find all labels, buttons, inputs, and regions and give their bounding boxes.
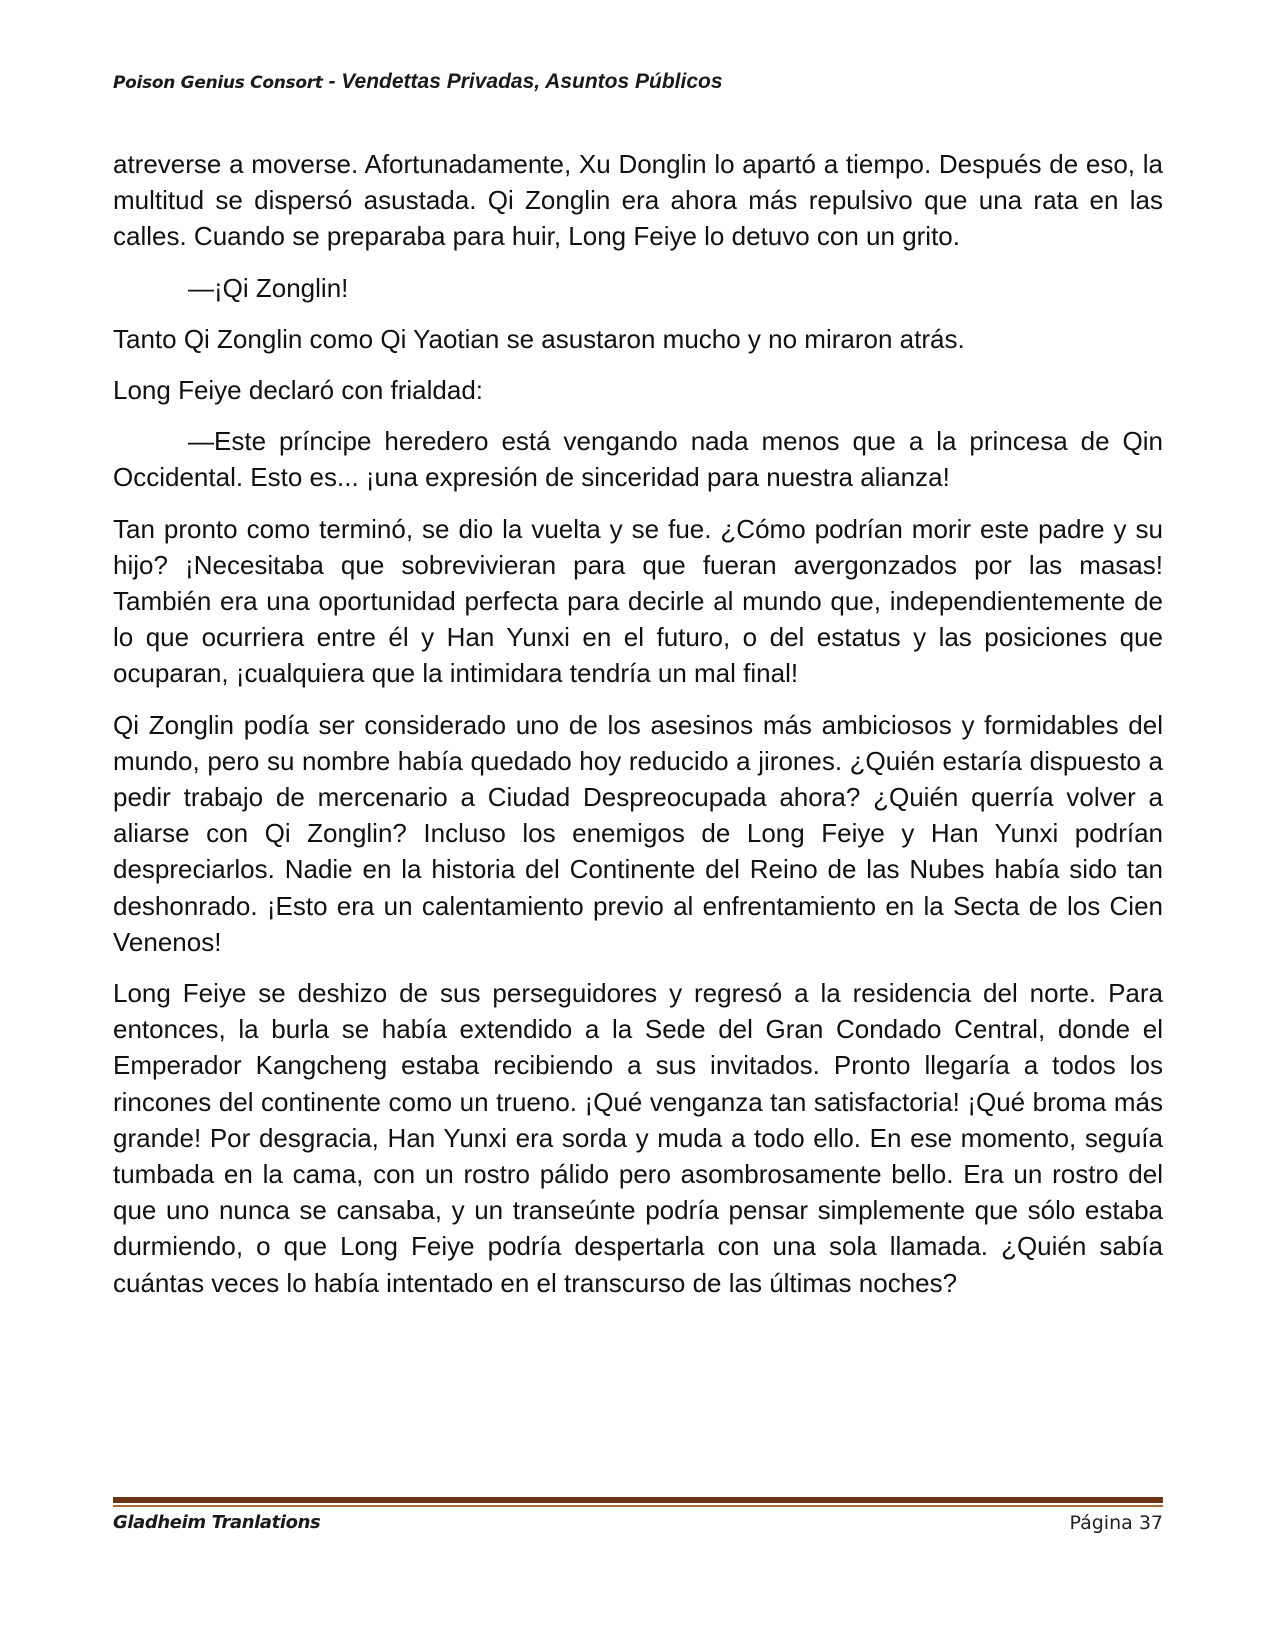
publisher-name: Gladheim Tranlations <box>113 1512 321 1533</box>
paragraph: Long Feiye se deshizo de sus perseguidores y regresó a la residencia del norte. Para entonces, la burla se había extendido a la Sede del Gran Condado Central, donde el Emperador Kangcheng estaba recibiendo a sus invitados. Pronto llegaría a todos los rincones del continente como un trueno. ¡Qué venganza tan satisfactoria! ¡Qué broma más grande! Por desgracia, Han Yunxi era sorda y muda a todo ello. En ese momento, seguía tumbada en la cama, con un rostro pálido pero asombrosamente bello. Era un rostro del que uno nunca se cansaba, y un transeúnte podría pensar simplemente que sólo estaba durmiendo, o que Long Feiye podría despertarla con una sola llamada. ¿Quién sabía cuántas veces lo había intentado en el transcurso de las últimas noches? <box>113 978 1163 1298</box>
running-header <box>113 70 723 94</box>
chapter-title: Vendettas Privadas, Asuntos Públicos <box>341 70 723 93</box>
paragraph: Tan pronto como terminó, se dio la vuelta y se fue. ¿Cómo podrían morir este padre y su hijo? ¡Necesitaba que sobrevivieran para que fueran avergonzados por las masas! También era una oportunidad perfecta para decirle al mundo que, independientemente de lo que ocurriera entre él y Han Yunxi en el futuro, o del estatus y las posiciones que ocuparan, ¡cualquiera que la intimidara tendría un mal final! <box>113 513 1163 689</box>
page-number <box>1069 1512 1163 1534</box>
paragraph: Qi Zonglin podía ser considerado uno de los asesinos más ambiciosos y formidables del mundo, pero su nombre había quedado hoy reducido a jirones. ¿Quién estaría dispuesto a pedir trabajo de mercenario a Ciudad Despreocupada ahora? ¿Quién querría volver a aliarse con Qi Zonglin? Incluso los enemigos de Long Feiye y Han Yunxi podrían despreciarlos. Nadie en la historia del Continente del Reino de las Nubes había sido tan deshonrado. ¡Esto era un calentamiento previo al enfrentamiento en la Secta de los Cien Venenos! <box>113 709 1163 957</box>
dialogue-line: —¡Qi Zonglin! <box>188 272 349 303</box>
footer-rule-accent <box>113 1505 1163 1507</box>
header-separator: - <box>322 70 342 93</box>
page-label: Página <box>1069 1512 1133 1534</box>
paragraph: atreverse a moverse. Afortunadamente, Xu Donglin lo apartó a tiempo. Después de eso, la multitud se dispersó asustada. Qi Zonglin era ahora más repulsivo que una rata en las calles. Cuando se preparaba para huir, Long Feiye lo detuvo con un grito. <box>113 149 1163 252</box>
paragraph: Long Feiye declaró con frialdad: <box>113 375 484 406</box>
footer-rule <box>113 1497 1163 1503</box>
page-number-value: 37 <box>1138 1512 1163 1534</box>
book-title: Poison Genius Consort <box>113 73 323 93</box>
paragraph: Tanto Qi Zonglin como Qi Yaotian se asustaron mucho y no miraron atrás. <box>113 323 965 354</box>
page-body <box>113 146 1163 1316</box>
dialogue-line: —Este príncipe heredero está vengando nada menos que a la princesa de Qin Occidental. Esto es... ¡una expresión de sinceridad para nuestra alianza! <box>113 426 1163 493</box>
